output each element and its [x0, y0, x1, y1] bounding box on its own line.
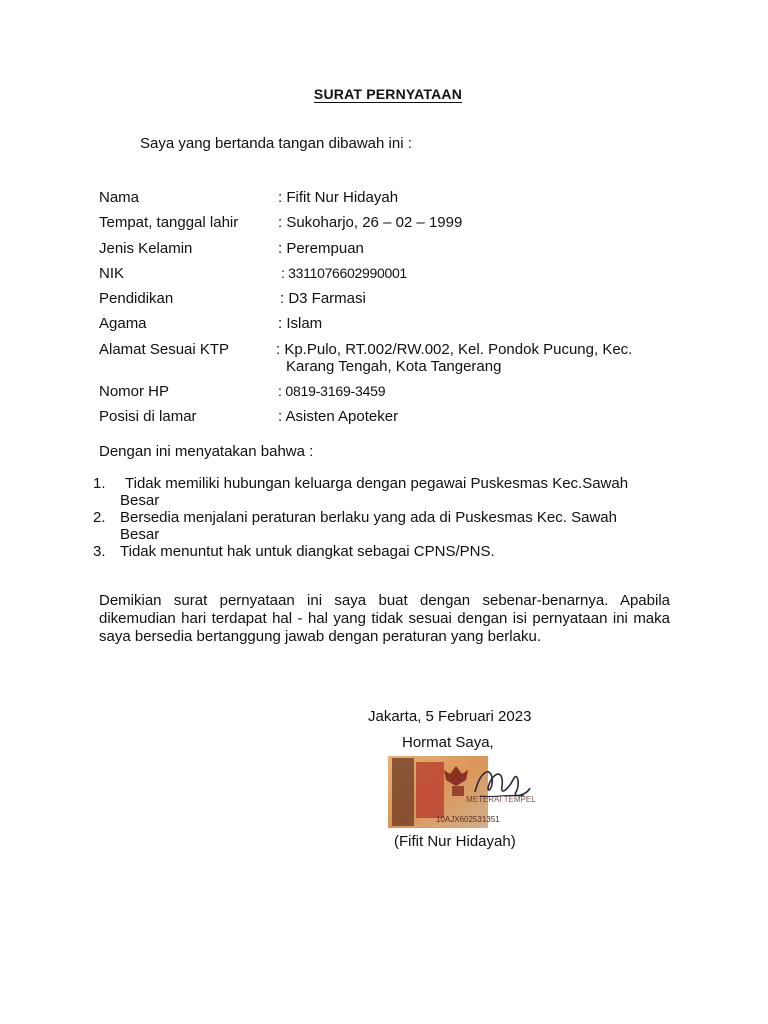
statement-number-1: 1.: [93, 475, 106, 492]
field-value-posisi: : Asisten Apoteker: [278, 408, 399, 425]
regards-text: Hormat Saya,: [402, 734, 494, 751]
field-label-ttl: Tempat, tanggal lahir: [99, 214, 239, 231]
stamp-red-block: [416, 762, 444, 818]
field-label-alamat: Alamat Sesuai KTP: [99, 341, 230, 358]
field-value-alamat-line1: : Kp.Pulo, RT.002/RW.002, Kel. Pondok Pucung, Kec.: [276, 341, 633, 358]
statement-text-1: Tidak memiliki hubungan keluarga dengan pegawai Puskesmas Kec.Sawah Besar: [120, 475, 629, 509]
field-value-ttl: : Sukoharjo, 26 – 02 – 1999: [278, 214, 463, 231]
field-value-nama: : Fifit Nur Hidayah: [278, 189, 399, 206]
closing-paragraph: Demikian surat pernyataan ini saya buat dengan sebenar-benarnya. Apabila dikemudian hari terdapat hal - hal yang tidak sesuai dengan isi pernyataan ini maka saya bersedia bertanggung jawab dengan peraturan yang berlaku.: [99, 592, 670, 645]
field-label-agama: Agama: [99, 315, 147, 332]
field-value-agama: : Islam: [278, 315, 323, 332]
field-value-jenis-kelamin: : Perempuan: [278, 240, 364, 257]
stamp-top-text: METERAI TEMPEL: [466, 795, 536, 804]
field-label-posisi: Posisi di lamar: [99, 408, 197, 425]
document-title: SURAT PERNYATAAN: [313, 86, 463, 102]
place-date: Jakarta, 5 Februari 2023: [368, 708, 532, 725]
field-value-alamat-line2: Karang Tengah, Kota Tangerang: [286, 358, 502, 375]
intro-text: Saya yang bertanda tangan dibawah ini :: [140, 135, 412, 152]
field-label-nomor-hp: Nomor HP: [99, 383, 170, 400]
field-value-alamat: [276, 341, 661, 375]
statement-text-2: Bersedia menjalani peraturan berlaku yang ada di Puskesmas Kec. Sawah Besar: [120, 509, 617, 543]
stamp-left-band: [392, 758, 414, 826]
declaration-intro: Dengan ini menyatakan bahwa :: [99, 443, 314, 460]
statement-number-3: 3.: [93, 543, 106, 560]
field-label-nik: NIK: [99, 265, 125, 282]
field-value-nik: : 3311076602990001: [281, 265, 407, 281]
field-label-jenis-kelamin: Jenis Kelamin: [99, 240, 193, 257]
field-label-nama: Nama: [99, 189, 140, 206]
signer-name: (Fifit Nur Hidayah): [394, 833, 516, 850]
statement-text-3: Tidak menuntut hak untuk diangkat sebagai CPNS/PNS.: [120, 543, 495, 560]
field-value-pendidikan: : D3 Farmasi: [280, 290, 366, 307]
field-label-pendidikan: Pendidikan: [99, 290, 174, 307]
statement-number-2: 2.: [93, 509, 106, 526]
meterai-stamp-signature: [380, 752, 540, 832]
stamp-serial: 10AJX602531351: [436, 815, 500, 824]
field-value-nomor-hp: : 0819-3169-3459: [278, 383, 386, 399]
